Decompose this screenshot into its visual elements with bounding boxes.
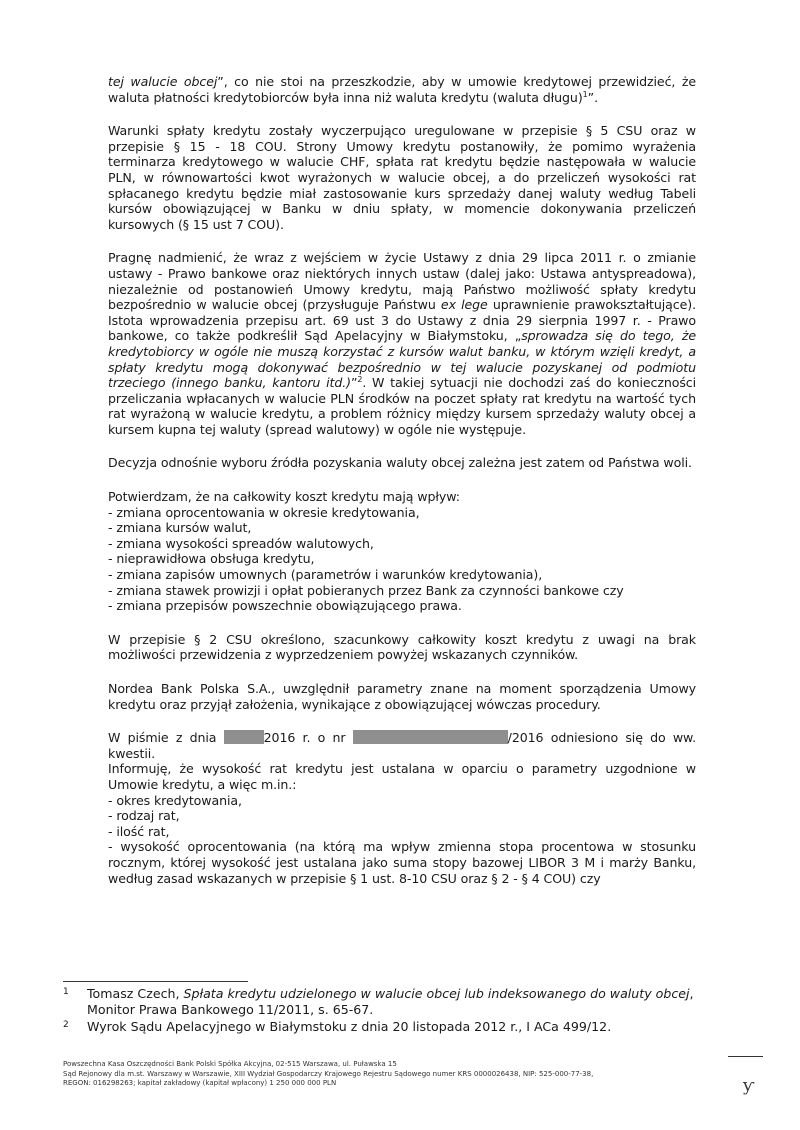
paragraph-9-last: - wysokość oprocentowania (na którą ma wpływ zmienna stopa procentowa w stosunku rocznym, której wysokość jest ustalana jako suma stopy bazowej LIBOR 3 M i marży Banku, według zasad wskazanych w przepisie § 1 ust. 8-10 CSU oraz § 2 - § 4 COU) czy — [108, 839, 696, 886]
letter-body — [108, 74, 696, 886]
list-item: - zmiana stawek prowizji i opłat pobieranych przez Bank za czynności bankowe czy — [108, 582, 624, 598]
list-item: - nieprawidłowa obsługa kredytu, — [108, 551, 315, 567]
footnote-1: 1 Tomasz Czech, Spłata kredytu udzielonego w walucie obcej lub indeksowanego do waluty obcej, Monitor Prawa Bankowego 11/2011, s. 65-67. — [63, 986, 694, 1017]
paragraph-2: Warunki spłaty kredytu zostały wyczerpująco uregulowane w przepisie § 5 CSU oraz w przepisie § 15 - 18 COU. Strony Umowy kredytu postanowiły, że pomimo wyrażenia terminarza kredytowego w walucie CHF, spłata rat kredytu będzie następowała w walucie PLN, w równowartości kwot wyrażonych w walucie obcej, a do przeliczeń wysokości rat spłacanego kredytu będzie miał zastosowanie kurs sprzedaży danej waluty według Tabeli kursów obowiązującej w Banku w dniu spłaty, w momencie dokonywania przeliczeń kursowych (§ 15 ust 7 COU). — [108, 123, 696, 232]
cost-factors-list — [108, 505, 696, 614]
redacted-number — [353, 730, 508, 744]
margin-rule — [728, 1056, 763, 1057]
installment-params-list — [108, 793, 696, 840]
footnotes — [63, 986, 703, 1037]
paragraph-8: W piśmie z dnia 2016 r. o nr /2016 odniesiono się do ww. kwestii. — [108, 730, 696, 761]
list-item: - zmiana oprocentowania w okresie kredytowania, — [108, 504, 420, 520]
paragraph-5-intro: Potwierdzam, że na całkowity koszt kredytu mają wpływ: — [108, 489, 460, 505]
footnote-ref-1: 1 — [582, 89, 588, 99]
list-item: - okres kredytowania, — [108, 792, 242, 808]
footnote-ref-2: 2 — [357, 374, 363, 384]
bank-imprint: Powszechna Kasa Oszczędności Bank Polski Spółka Akcyjna, 02-515 Warszawa, ul. Puławska 15 Sąd Rejonowy dla m.st. Warszawy w Warszawie, XIII Wydział Gospodarczy Krajowego Rejestru Sądowego numer KRS 0000026438, NIP: 525-000-77-38, REGON: 016298263; kapitał zakładowy (kapitał wpłacony) 1 250 000 000 PLN — [63, 1060, 594, 1087]
paragraph-9-intro: Informuję, że wysokość rat kredytu jest ustalana w oparciu o parametry uzgodnione w Umowie kredytu, a więc m.in.: — [108, 761, 696, 792]
paragraph-3: Pragnę nadmienić, że wraz z wejściem w życie Ustawy z dnia 29 lipca 2011 r. o zmianie ustawy - Prawo bankowe oraz niektórych innych ustaw (dalej jako: Ustawa antyspreadowa), niezależnie od postanowień Umowy kredytu, mają Państwo możliwość spłaty kredytu bezpośrednio w walucie obcej (przysługuje Państwu ex lege uprawnienie prawokształtujące). Istota wprowadzenia przepisu art. 69 ust 3 do Ustawy z dnia 29 sierpnia 1997 r. - Prawo bankowe, co także podkreślił Sąd Apelacyjny w Białymstoku, „sprowadza się do tego, że kredytobiorcy w ogóle nie muszą korzystać z kursów walut banku, w którym wzięli kredyt, a spłaty kredytu mogą dokonywać bezpośrednio w tej walucie pozyskanej od podmiotu trzeciego (innego banku, kantoru itd.)”$^2$. W takiej sytuacji nie dochodzi zaś do konieczności przeliczania wpłacanych w walucie PLN środków na poczet spłaty rat kredytu na wartość tych rat wyrażoną w walucie kredytu, a problem różnicy między kursem sprzedaży waluty obcej a kursem kupna tej waluty (spread walutowy) w ogóle nie występuje. — [108, 250, 697, 437]
list-item: - zmiana zapisów umownych (parametrów i warunków kredytowania), — [108, 567, 543, 583]
italic-phrase: tej walucie obcej — [108, 74, 218, 89]
court-quote: sprowadza się do tego, że kredytobiorcy w ogóle nie muszą korzystać z kursów walut banku, w którym wzięli kredyt, a spłaty kredytu mogą dokonywać bezpośrednio w tej walucie pozyskanej od podmiotu trzeciego (innego banku, kantoru itd.) — [108, 328, 696, 391]
footnote-separator — [63, 981, 248, 982]
redacted-date — [224, 730, 264, 744]
list-item: - ilość rat, — [108, 823, 170, 839]
footnote-2: 2 Wyrok Sądu Apelacyjnego w Białymstoku z dnia 20 listopada 2012 r., I ACa 499/12. — [63, 1019, 612, 1035]
list-item: - zmiana wysokości spreadów walutowych, — [108, 535, 374, 551]
paragraph-7: Nordea Bank Polska S.A., uwzględnił parametry znane na moment sporządzenia Umowy kredytu oraz przyjął założenia, wynikające z obowiązującej wówczas procedury. — [108, 681, 696, 712]
paragraph-4: Decyzja odnośnie wyboru źródła pozyskania waluty obcej zależna jest zatem od Państwa woli. — [108, 455, 692, 471]
list-item: - zmiana kursów walut, — [108, 520, 252, 536]
paragraph-6: W przepisie § 2 CSU określono, szacunkowy całkowity koszt kredytu z uwagi na brak możliwości przewidzenia z wyprzedzeniem powyżej wskazanych czynników. — [108, 631, 696, 663]
list-item: - zmiana przepisów powszechnie obowiązującego prawa. — [108, 598, 462, 614]
handwritten-mark: ƴ — [743, 1076, 755, 1096]
list-item: - rodzaj rat, — [108, 808, 180, 824]
paragraph-1: tej walucie obcej”, co nie stoi na przeszkodzie, aby w umowie kredytowej przewidzieć, że waluta płatności kredytobiorców była inna niż waluta kredytu (waluta długu)$^1$”. — [108, 74, 696, 105]
